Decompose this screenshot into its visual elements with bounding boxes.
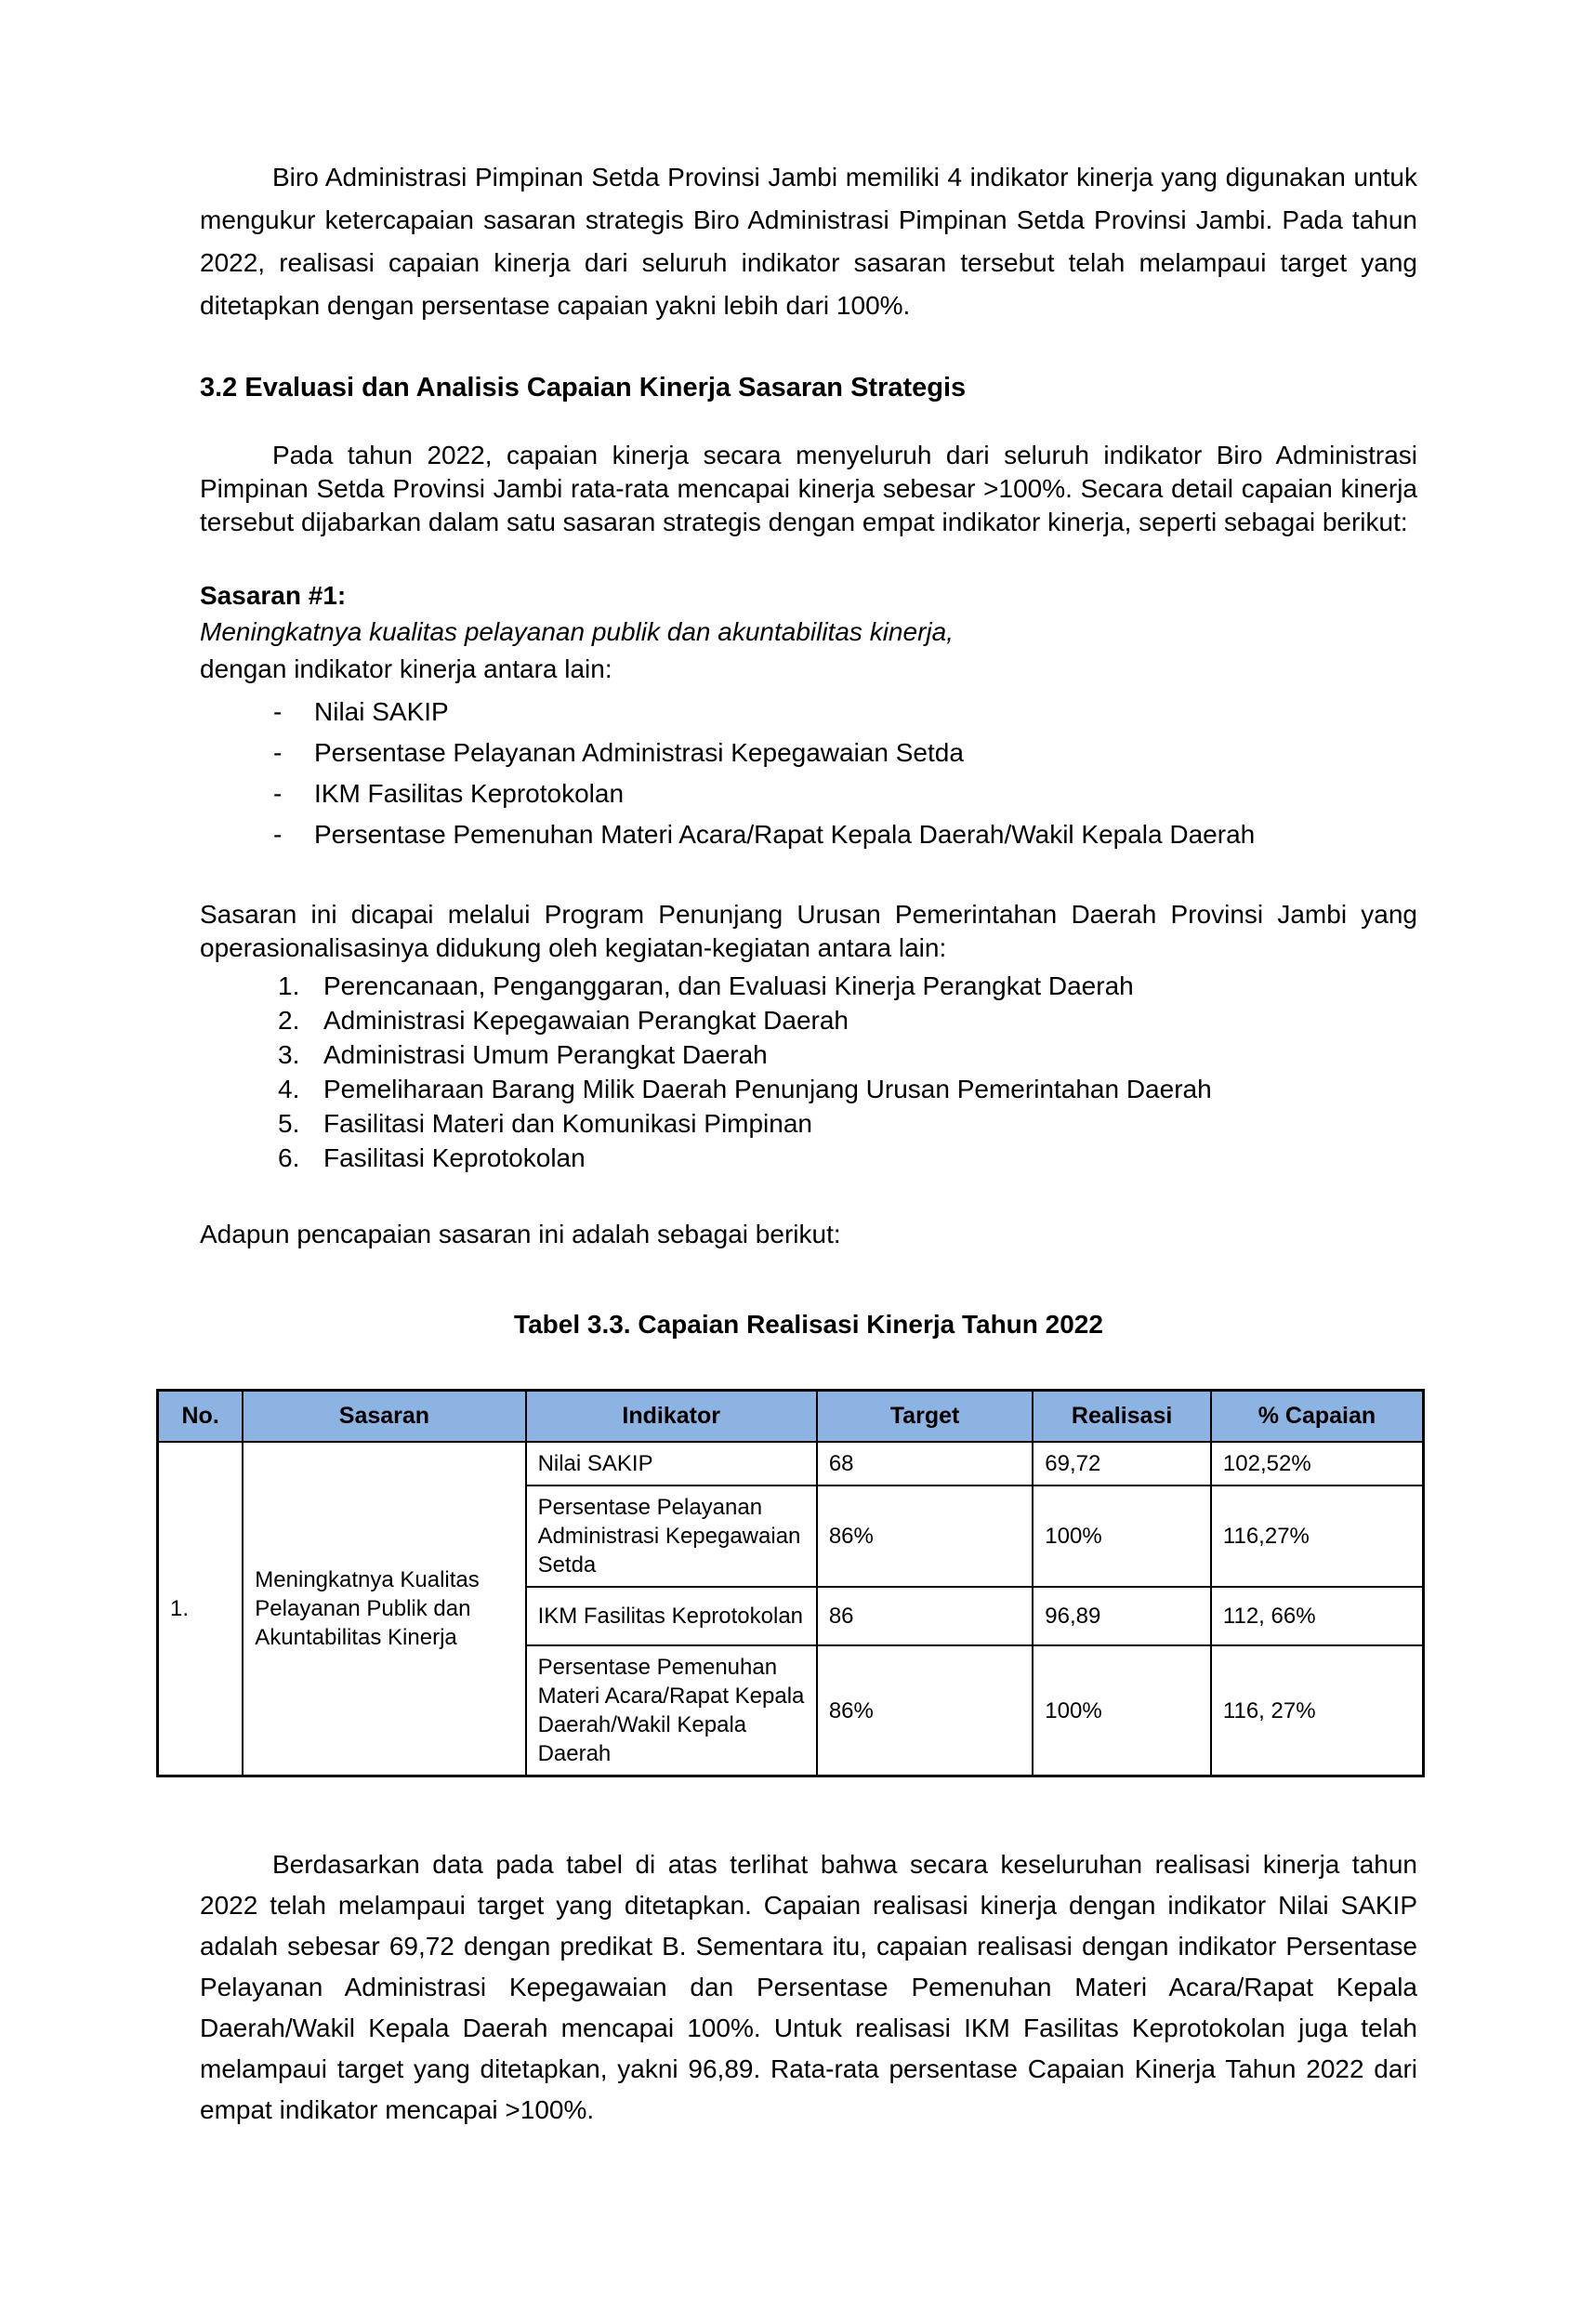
table-row [158, 1442, 1424, 1486]
cell-target: 86 [817, 1587, 1033, 1645]
cell-target: 86% [817, 1645, 1033, 1776]
sasaran-description: Meningkatnya kualitas pelayanan publik dan akuntabilitas kinerja, [200, 617, 954, 646]
list-item-text: Administrasi Umum Perangkat Daerah [323, 1040, 768, 1069]
paragraph-conclusion: Berdasarkan data pada tabel di atas terlihat bahwa secara keseluruhan realisasi kinerja tahun 2022 telah melampaui target yang ditetapkan. Capaian realisasi kinerja dengan indikator Nilai SAKIP adalah sebesar 69,72 dengan predikat B. Sementara itu, capaian realisasi dengan indikator Persentase Pelayanan Administrasi Kepegawaian dan Persentase Pemenuhan Materi Acara/Rapat Kepala Daerah/Wakil Kepala Daerah mencapai 100%. Untuk realisasi IKM Fasilitas Keprotokolan juga telah melampaui target yang ditetapkan, yakni 96,89. Rata-rata persentase Capaian Kinerja Tahun 2022 dari empat indikator mencapai >100%. [200, 1850, 1417, 2124]
list-item-text: Fasilitasi Materi dan Komunikasi Pimpinan [323, 1109, 812, 1138]
col-header-realisasi: Realisasi [1033, 1391, 1211, 1443]
list-item [200, 1141, 1417, 1175]
sasaran-intro: dengan indikator kinerja antara lain: [200, 654, 612, 683]
list-marker: 1. [278, 971, 300, 1000]
paragraph-intro: Biro Administrasi Pimpinan Setda Provinsi Jambi memiliki 4 indikator kinerja yang digunakan untuk mengukur ketercapaian sasaran strategis Biro Administrasi Pimpinan Setda Provinsi Jambi. Pada tahun 2022, realisasi capaian kinerja dari seluruh indikator sasaran tersebut telah melampaui target yang ditetapkan dengan persentase capaian yakni lebih dari 100%. [200, 163, 1417, 320]
list-marker: 6. [278, 1143, 300, 1172]
list-item [200, 1106, 1417, 1141]
list-item [200, 773, 1417, 814]
cell-target: 68 [817, 1442, 1033, 1486]
col-header-target: Target [817, 1391, 1033, 1443]
cell-realisasi: 96,89 [1033, 1587, 1211, 1645]
cell-indikator: Persentase Pelayanan Administrasi Kepegawaian Setda [526, 1486, 817, 1587]
cell-no: 1. [158, 1442, 244, 1776]
list-item [200, 969, 1417, 1003]
paragraph-overview: Pada tahun 2022, capaian kinerja secara menyeluruh dari seluruh indikator Biro Administrasi Pimpinan Setda Provinsi Jambi rata-rata mencapai kinerja sebesar >100%. Secara detail capaian kinerja tersebut dijabarkan dalam satu sasaran strategis dengan empat indikator kinerja, seperti sebagai berikut: [200, 441, 1417, 536]
cell-indikator: Nilai SAKIP [526, 1442, 817, 1486]
list-item-text: IKM Fasilitas Keprotokolan [314, 779, 625, 808]
cell-realisasi: 100% [1033, 1486, 1211, 1587]
cell-indikator: IKM Fasilitas Keprotokolan [526, 1587, 817, 1645]
list-marker: 4. [278, 1075, 300, 1103]
list-marker: - [273, 697, 283, 726]
list-marker: 3. [278, 1040, 300, 1069]
list-item-text: Persentase Pemenuhan Materi Acara/Rapat Kepala Daerah/Wakil Kepala Daerah [314, 820, 1256, 849]
list-item [200, 814, 1417, 855]
cell-capaian: 112, 66% [1211, 1587, 1424, 1645]
cell-realisasi: 69,72 [1033, 1442, 1211, 1486]
list-item-text: Pemeliharaan Barang Milik Daerah Penunjang Urusan Pemerintahan Daerah [323, 1075, 1212, 1103]
list-marker: - [273, 820, 283, 849]
list-item [200, 1037, 1417, 1072]
list-marker: 5. [278, 1109, 300, 1138]
capaian-table [156, 1389, 1425, 1777]
cell-indikator: Persentase Pemenuhan Materi Acara/Rapat Kepala Daerah/Wakil Kepala Daerah [526, 1645, 817, 1776]
list-item-text: Nilai SAKIP [314, 697, 449, 726]
paragraph-program: Sasaran ini dicapai melalui Program Penunjang Urusan Pemerintahan Daerah Provinsi Jambi yang operasionalisasinya didukung oleh kegiatan-kegiatan antara lain: [200, 900, 1417, 962]
list-marker: 2. [278, 1006, 300, 1035]
indicator-list [200, 692, 1417, 855]
sasaran-label: Sasaran #1: [200, 581, 347, 610]
cell-realisasi: 100% [1033, 1645, 1211, 1776]
col-header-capaian: % Capaian [1211, 1391, 1424, 1443]
list-item-text: Persentase Pelayanan Administrasi Kepegawaian Setda [314, 738, 964, 767]
cell-sasaran: Meningkatnya Kualitas Pelayanan Publik dan Akuntabilitas Kinerja [243, 1442, 525, 1776]
table-header-row [158, 1391, 1424, 1443]
list-item-text: Fasilitasi Keprotokolan [323, 1143, 586, 1172]
paragraph-adapun: Adapun pencapaian sasaran ini adalah sebagai berikut: [200, 1220, 841, 1248]
table-title: Tabel 3.3. Capaian Realisasi Kinerja Tahun 2022 [514, 1310, 1103, 1339]
list-item-text: Perencanaan, Penganggaran, dan Evaluasi Kinerja Perangkat Daerah [323, 971, 1134, 1000]
sasaran-block [200, 578, 1417, 855]
list-marker: - [273, 738, 283, 767]
cell-target: 86% [817, 1486, 1033, 1587]
cell-capaian: 116,27% [1211, 1486, 1424, 1587]
list-marker: - [273, 779, 283, 808]
col-header-indikator: Indikator [526, 1391, 817, 1443]
list-item-text: Administrasi Kepegawaian Perangkat Daerah [323, 1006, 849, 1035]
list-item [200, 733, 1417, 773]
col-header-sasaran: Sasaran [243, 1391, 525, 1443]
list-item [200, 692, 1417, 733]
cell-capaian: 116, 27% [1211, 1645, 1424, 1776]
section-heading: 3.2 Evaluasi dan Analisis Capaian Kinerja Sasaran Strategis [200, 373, 967, 403]
cell-capaian: 102,52% [1211, 1442, 1424, 1486]
list-item [200, 1072, 1417, 1106]
kegiatan-list [200, 969, 1417, 1175]
col-header-no: No. [158, 1391, 244, 1443]
list-item [200, 1003, 1417, 1037]
